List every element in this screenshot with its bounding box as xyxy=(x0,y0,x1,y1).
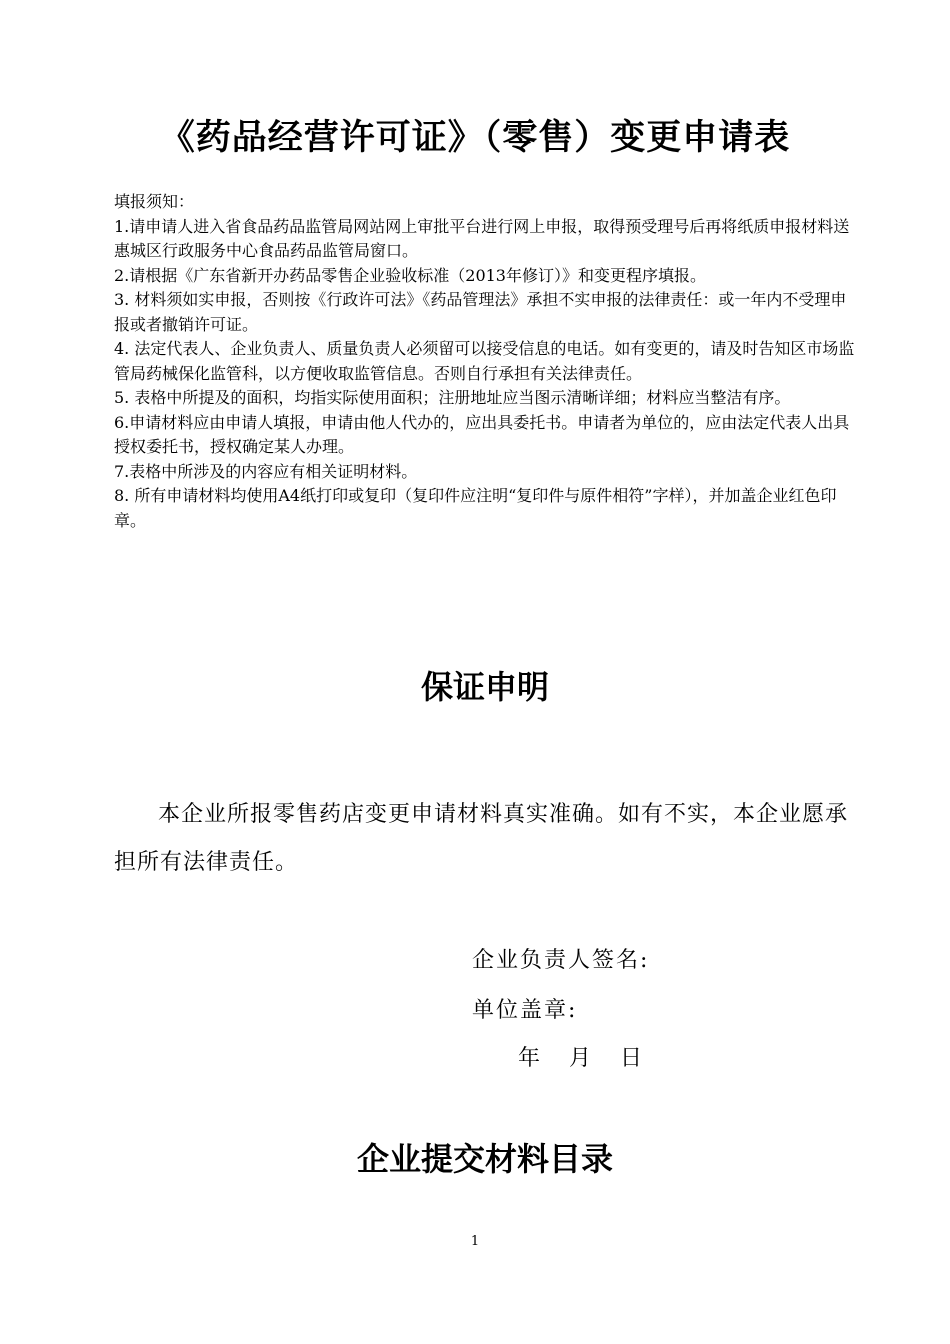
signature-label: 企业负责人签名: xyxy=(472,948,650,973)
catalog-title: 企业提交材料目录 xyxy=(356,1140,613,1178)
notice-item: 7.表格中所涉及的内容应有相关证明材料。 xyxy=(114,461,418,481)
notice-item: 4. 法定代表人、企业负责人、质量负责人必须留可以接受信息的电话。如有变更的，请及时告知区市场监管局药械保化监管科，以方便收取监管信息。否则自行承担有关法律责任。 xyxy=(114,339,855,383)
statement-text: 本企业所报零售药店变更申请材料真实准确。如有不实，本企业愿承担所有法律责任。 xyxy=(114,802,849,875)
notice-item: 8. 所有申请材料均使用A4纸打印或复印（复印件应注明“复印件与原件相符”字样），并加盖企业红色印章。 xyxy=(114,486,837,530)
guarantee-title: 保证申明 xyxy=(420,668,549,706)
notice-item: 3. 材料须如实申报，否则按《行政许可法》《药品管理法》承担不实申报的法律责任：或一年内不受理申报或者撤销许可证。 xyxy=(114,290,847,334)
page-number: 1 xyxy=(470,1234,480,1249)
notice-item: 5. 表格中所提及的面积，均指实际使用面积；注册地址应当图示清晰详细；材料应当整洁有序。 xyxy=(114,388,791,407)
notice-item: 2.请根据《广东省新开办药品零售企业验收标准（2013年修订）》和变更程序填报。 xyxy=(114,265,706,285)
date-label-text: 年 月 日 xyxy=(518,1046,644,1071)
seal-label: 单位盖章: xyxy=(472,998,578,1023)
page-title: 《药品经营许可证》（零售）变更申请表 xyxy=(159,118,791,158)
notice-item: 6.申请材料应由申请人填报，申请由他人代办的，应出具委托书。申请者为单位的，应由法定代表人出具授权委托书，授权确定某人办理。 xyxy=(114,412,850,456)
filing-notice xyxy=(114,190,862,533)
notice-heading: 填报须知： xyxy=(114,192,195,211)
date-label xyxy=(518,1044,644,1074)
guarantee-statement xyxy=(114,791,862,887)
notice-item: 1.请申请人进入省食品药品监管局网站网上审批平台进行网上申报，取得预受理号后再将纸质申报材料送惠城区行政服务中心食品药品监管局窗口。 xyxy=(114,216,850,260)
